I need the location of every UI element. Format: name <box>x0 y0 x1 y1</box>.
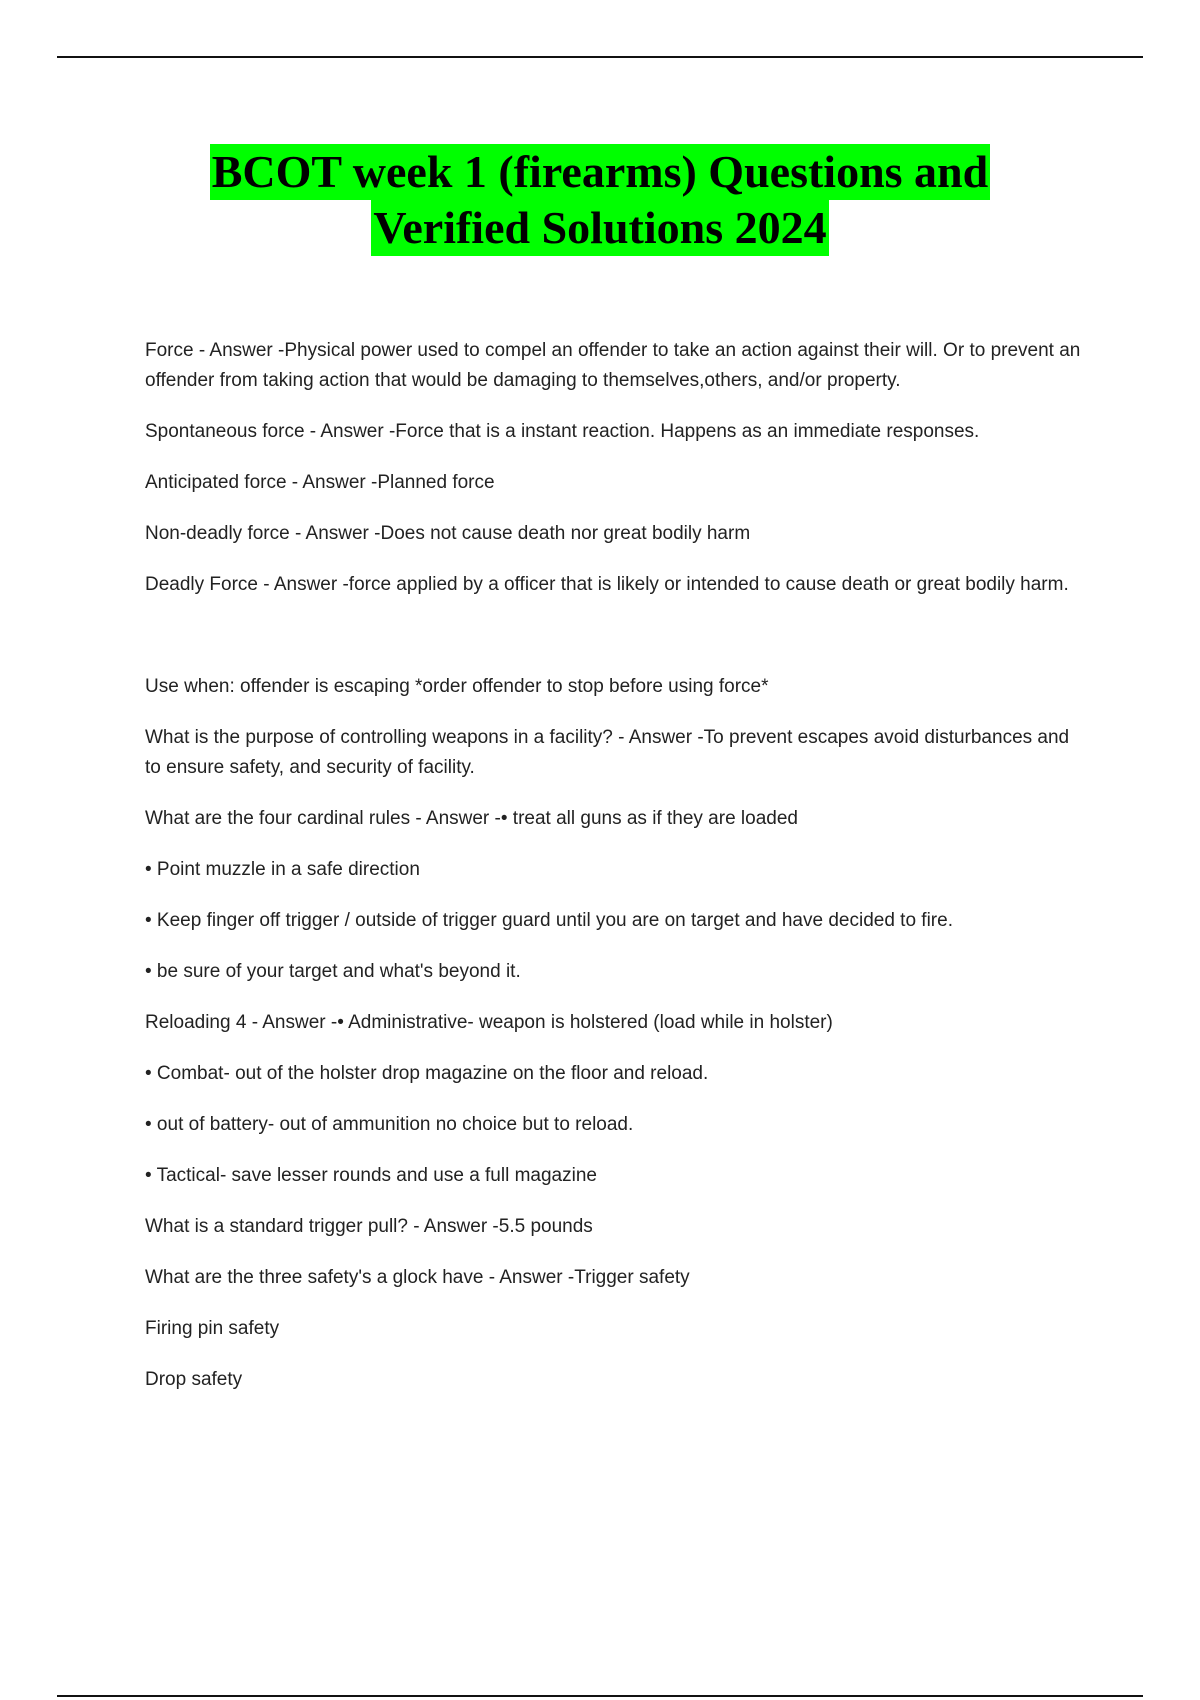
reloading-item: • Tactical- save lesser rounds and use a full magazine <box>145 1165 597 1186</box>
qa-anticipated-force: Anticipated force - Answer -Planned force <box>145 472 495 493</box>
bottom-rule <box>57 1695 1143 1697</box>
cardinal-rule-item: • be sure of your target and what's beyond it. <box>145 961 521 982</box>
reloading-item: • Combat- out of the holster drop magazine on the floor and reload. <box>145 1063 709 1084</box>
use-when-note: Use when: offender is escaping *order offender to stop before using force* <box>145 676 769 697</box>
qa-non-deadly-force: Non-deadly force - Answer -Does not cause death nor great bodily harm <box>145 523 751 544</box>
qa-spontaneous-force: Spontaneous force - Answer -Force that is a instant reaction. Happens as an immediate responses. <box>145 421 980 442</box>
qa-cardinal-rules: What are the four cardinal rules - Answer -• treat all guns as if they are loaded <box>145 808 798 829</box>
glock-safety-item: Drop safety <box>145 1369 243 1390</box>
qa-deadly-force: Deadly Force - Answer -force applied by a officer that is likely or intended to cause death or great bodily harm. <box>145 574 1069 595</box>
document-title <box>0 144 1200 256</box>
glock-safety-item: Firing pin safety <box>145 1318 280 1339</box>
reloading-item: • out of battery- out of ammunition no choice but to reload. <box>145 1114 634 1135</box>
top-rule <box>57 56 1143 58</box>
qa-force: Force - Answer -Physical power used to compel an offender to take an action against their will. Or to prevent an offender from taking action that would be damaging to themselves,others, and/or property. <box>145 340 1081 391</box>
qa-trigger-pull: What is a standard trigger pull? - Answer -5.5 pounds <box>145 1216 593 1237</box>
cardinal-rule-item: • Keep finger off trigger / outside of trigger guard until you are on target and have decided to fire. <box>145 910 953 931</box>
paragraph-spacer <box>145 621 1085 672</box>
cardinal-rule-item: • Point muzzle in a safe direction <box>145 859 420 880</box>
title-line-1: BCOT week 1 (firearms) Questions and <box>210 144 990 200</box>
qa-reloading: Reloading 4 - Answer -• Administrative- weapon is holstered (load while in holster) <box>145 1012 833 1033</box>
qa-controlling-weapons: What is the purpose of controlling weapons in a facility? - Answer -To prevent escapes avoid disturbances and to ensure safety, and security of facility. <box>145 727 1070 778</box>
title-line-2: Verified Solutions 2024 <box>371 200 828 256</box>
qa-glock-safeties: What are the three safety's a glock have - Answer -Trigger safety <box>145 1267 690 1288</box>
document-body <box>145 336 1085 1416</box>
